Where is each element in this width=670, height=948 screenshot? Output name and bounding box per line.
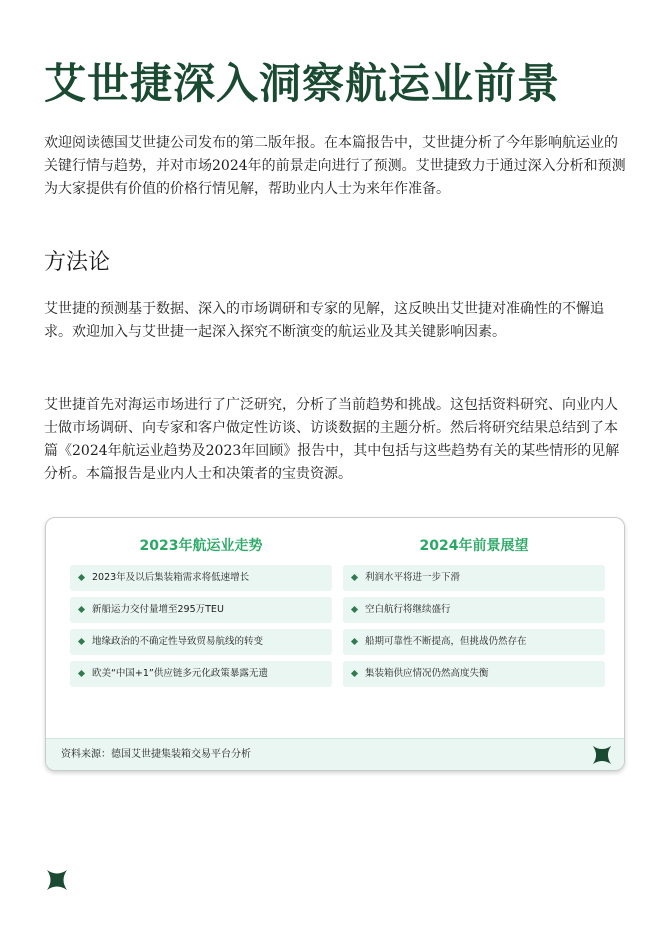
intro-paragraph: 欢迎阅读德国艾世捷公司发布的第二版年报。在本篇报告中，艾世捷分析了今年影响航运业的关键行情与趋势，并对市场2024年的前景走向进行了预测。艾世捷致力于通过深入分析和预测为大家提供有价值的价格行情见解，帮助业内人士为来年作准备。 <box>44 135 626 197</box>
trend-item-text: 2023年及以后集装箱需求将低速增长 <box>92 572 250 583</box>
diamond-bullet-icon <box>78 670 85 677</box>
outlook-item-text: 空白航行将继续盛行 <box>365 604 451 615</box>
trend-item-text: 新船运力交付量增至295万TEU <box>92 604 224 615</box>
card-footer <box>46 738 624 771</box>
diamond-bullet-icon <box>351 574 358 581</box>
four-point-star-logo-icon <box>591 744 613 766</box>
source-note: 资料来源：德国艾世捷集装箱交易平台分析 <box>61 749 251 760</box>
diamond-bullet-icon <box>351 638 358 645</box>
outlook-item <box>343 597 605 623</box>
outlook-item-text: 船期可靠性不断提高，但挑战仍然存在 <box>365 636 527 647</box>
four-point-star-logo-icon <box>45 868 69 892</box>
section-heading-methodology: 方法论 <box>44 250 111 275</box>
trends-2023-title: 2023年航运业走势 <box>139 538 263 554</box>
trend-item-text: 欧美“中国+1”供应链多元化政策暴露无遗 <box>92 668 268 679</box>
methodology-paragraph-1: 艾世捷的预测基于数据、深入的市场调研和专家的见解，这反映出艾世捷对准确性的不懈追求。欢迎加入与艾世捷一起深入探究不断演变的航运业及其关键影响因素。 <box>44 301 604 340</box>
trend-item-text: 地缘政治的不确定性导致贸易航线的转变 <box>92 636 264 647</box>
trend-item <box>70 629 332 655</box>
diamond-bullet-icon <box>78 574 85 581</box>
outlook-item-text: 利润水平将进一步下滑 <box>365 572 461 583</box>
trend-summary-card <box>45 517 625 771</box>
trend-item <box>70 597 332 623</box>
page-title: 艾世捷深入洞察航运业前景 <box>44 59 561 108</box>
outlook-item <box>343 661 605 687</box>
diamond-bullet-icon <box>78 606 85 613</box>
trend-item <box>70 565 332 591</box>
outlook-item-text: 集装箱供应情况仍然高度失衡 <box>365 668 489 679</box>
outlook-item <box>343 565 605 591</box>
diamond-bullet-icon <box>351 670 358 677</box>
outlook-2024-title: 2024年前景展望 <box>419 538 529 554</box>
diamond-bullet-icon <box>78 638 85 645</box>
trend-item <box>70 661 332 687</box>
diamond-bullet-icon <box>351 606 358 613</box>
outlook-item <box>343 629 605 655</box>
methodology-paragraph-2: 艾世捷首先对海运市场进行了广泛研究，分析了当前趋势和挑战。这包括资料研究、向业内人士做市场调研、向专家和客户做定性访谈、访谈数据的主题分析。然后将研究结果总结到了本篇《2024年航运业趋势及2023年回顾》报告中，其中包括与这些趋势有关的某些情形的见解分析。本篇报告是业内人士和决策者的宝贵资源。 <box>44 397 620 482</box>
